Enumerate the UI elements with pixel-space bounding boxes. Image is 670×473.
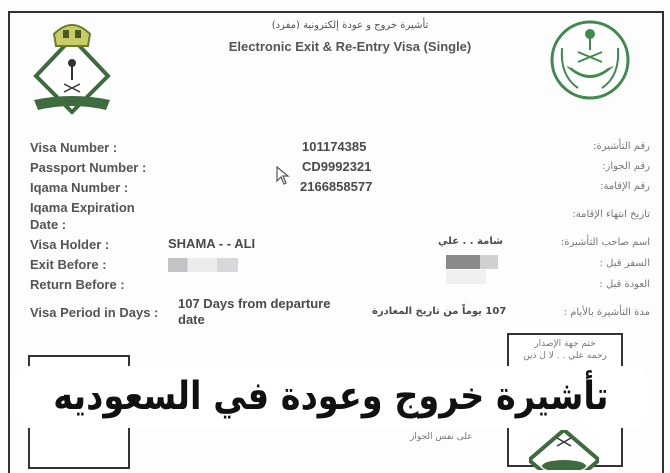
label-exit-before: Exit Before : [30, 257, 107, 272]
stamp-line1: ختم جهة الإصدار [534, 339, 596, 349]
label-passport-number: Passport Number : [30, 160, 147, 175]
label-iqama-expiration: Iqama Expiration Date : [30, 200, 135, 232]
label-iqama-number: Iqama Number : [30, 180, 129, 195]
title-english: Electronic Exit & Re-Entry Visa (Single) [228, 39, 472, 54]
mouse-cursor-icon [276, 166, 290, 191]
ministry-emblem [548, 18, 632, 102]
redacted-exit-before-ar [446, 255, 498, 269]
label-ar-iqama-number: رقم الإقامة: [600, 181, 650, 192]
value-visa-holder-ar: شامة . . علي [438, 236, 503, 247]
label-ar-passport-number: رقم الجواز: [602, 161, 650, 172]
label-ar-return-before: العودة قبل : [599, 279, 650, 290]
value-visa-period-ar: 107 يوماً من تاريخ المغادرة [372, 306, 507, 317]
caption-banner [14, 366, 648, 428]
redacted-return-before-ar [446, 270, 486, 284]
label-visa-holder: Visa Holder : [30, 237, 110, 252]
stamp-logo-icon [529, 430, 599, 470]
label-ar-visa-period: مدة التأشيرة بالأيام : [563, 307, 650, 318]
label-ar-visa-number: رقم التأشيرة: [593, 141, 650, 152]
value-visa-number: 101174385 [302, 139, 367, 154]
title-arabic: تأشيرة خروج و عودة إلكترونية (مفرد) [271, 20, 429, 31]
label-return-before: Return Before : [30, 277, 125, 292]
redacted-exit-before [168, 258, 238, 272]
label-ar-exit-before: السفر قبل : [599, 258, 650, 269]
passports-logo [30, 16, 115, 116]
value-visa-period: 107 Days from departure date [178, 296, 331, 327]
label-visa-number: Visa Number : [30, 140, 118, 155]
same-passport-note: على نفس الجواز [410, 432, 473, 442]
value-passport-number: CD9992321 [302, 159, 372, 174]
value-visa-holder: SHAMA - - ALI [168, 236, 256, 251]
label-visa-period: Visa Period in Days : [30, 305, 159, 320]
stamp-line2: رحمه علي . . لا ل دين [523, 351, 607, 361]
caption-text: تأشيرة خروج وعودة في السعوديه [53, 374, 609, 419]
label-ar-visa-holder: اسم صاحب التأشيرة: [560, 237, 650, 248]
value-iqama-number: 2166858577 [300, 179, 373, 194]
label-ar-iqama-expiration: تاريخ انتهاء الإقامة: [572, 209, 650, 220]
